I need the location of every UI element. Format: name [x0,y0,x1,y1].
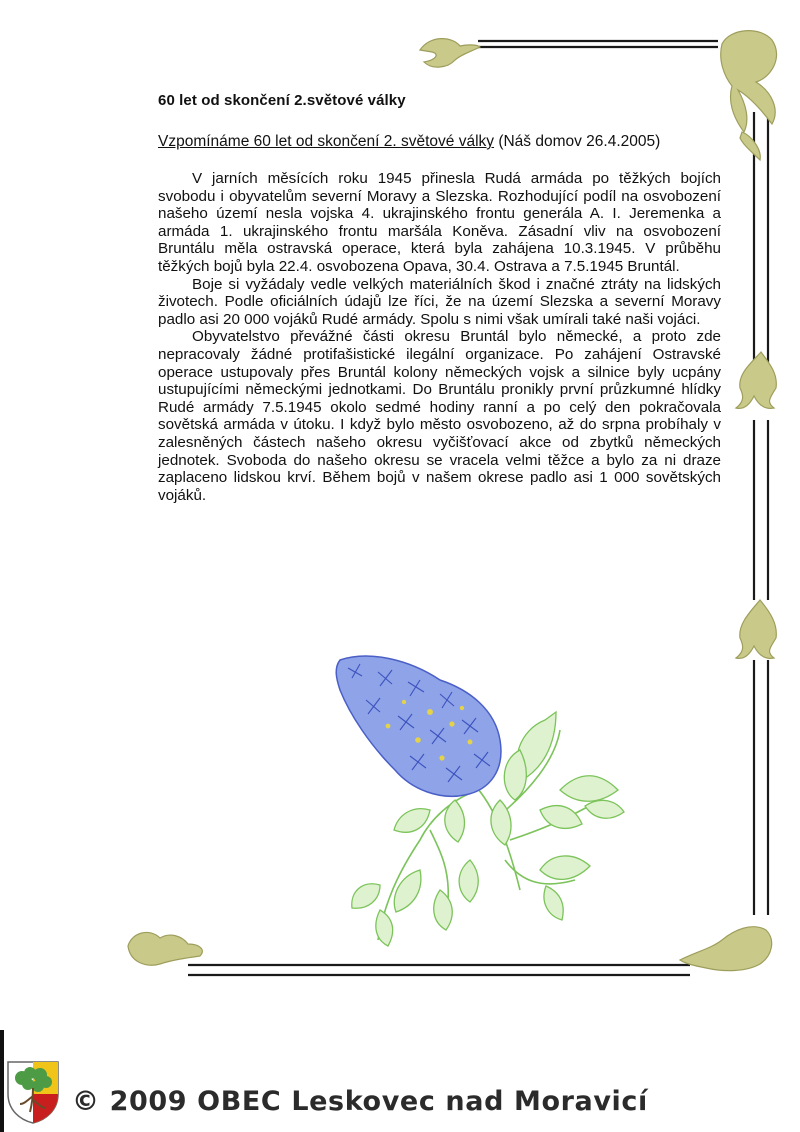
municipal-coat-of-arms [6,1060,60,1124]
footer-edge-bar [0,1030,4,1132]
page-title: 60 let od skončení 2.světové války [158,92,406,109]
footer [0,1030,800,1132]
article-paragraph: Boje si vyžádaly vedle velkých materiálních škod i značné ztráty na lidských životech. Podle oficiálních údajů lze říci, že na území Slezska a severní Moravy padlo asi 20 000 vojáků Rudé armády. Spolu s nimi však umírali také naši vojáci. [158,275,721,328]
article-paragraph: Obyvatelstvo převážné části okresu Bruntál bylo německé, a proto zde nepracovaly žádné protifašistické ilegální organizace. Po zahájení Ostravské operace ustupovaly přes Bruntál kolony německých vojsk a silnice byly ucpány ustupujícími německými jednotkami. Do Bruntálu pronikly první průzkumné hlídky Rudé armády 7.5.1945 okolo sedmé hodiny ranní a po celý den pokračovala sovětská armáda v útoku. I když bylo město osvobozeno, až do srpna probíhaly v zalesněných částech našeho okresu vyčišťovací akce od zbytků německých jednotek. Svoboda do našeho okresu se vracela velmi těžce a bylo za ni draze zaplaceno lidskou krví. Během bojů v našem okrese padlo asi 1 000 sovětských vojáků. [158,328,721,504]
source-note: (Náš domov 26.4.2005) [494,133,661,150]
source-article-link[interactable]: Vzpomínáme 60 let od skončení 2. světové války [158,133,495,150]
copyright-text: © 2009 OBEC Leskovec nad Moravicí [72,1086,648,1117]
article-paragraph: V jarních měsících roku 1945 přinesla Rudá armáda po těžkých bojích svobodu i obyvatelům severní Moravy a Slezska. Rozhodující podíl na osvobození našeho území nesla vojska 4. ukrajinského frontu generála A. I. Jeremenka a armáda 1. ukrajinského frontu maršála Koněva. Zásadní vliv na osvobození Bruntálu měla ostravská operace, která byla zahájena 10.3.1945. V průběhu těžkých bojů byla 22.4. osvobozena Opava, 30.4. Ostrava a 7.5.1945 Bruntál. [158,170,721,275]
